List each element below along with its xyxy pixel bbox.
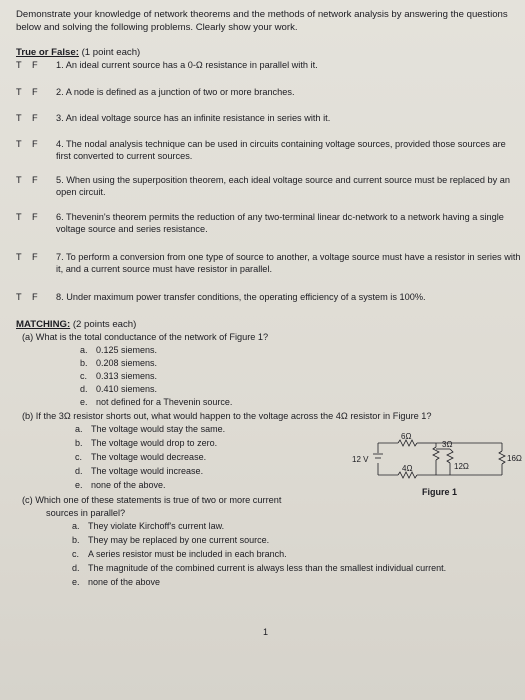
matching-question-c: (c) Which one of these statements is true of two or more current [22,495,282,505]
tf-choices[interactable]: T F [16,175,38,185]
label-r4: 4Ω [402,464,413,473]
option-c-a[interactable]: a. They violate Kirchoff's current law. [72,521,225,531]
page-number: 1 [263,627,269,637]
matching-question-a: (a) What is the total conductance of the network of Figure 1? [22,332,269,342]
tf-choices[interactable]: T F [16,113,38,123]
worksheet-page: Demonstrate your knowledge of network theorems and the methods of network analysis by answering the questions below and solving the following problems. Clearly show your work. True or False: (1 point each) T F 1. An ideal current source has a 0-Ω resistance in parallel with it. T F 2. A node is defined as a junction of two or more branches. T F 3. An ideal voltage source has an infinite resistance in series with it. T F 4. The nodal analysis technique can be used in circuits containing voltage sources, provided those sources are first converted to current sources. T F 5. When using the superposition theorem, each ideal voltage source and current source must be replaced by an open circuit. T F 6. Thevenin's theorem permits the reduction of any two-terminal linear dc-network to a network having a single voltage source and series resistance. T F 7. To perform a conversion from one type of source to another, a voltage source must have a resistor in series with it, and a current source must have resistor in parallel. T F 8. Under maximum power transfer conditions, the operating efficiency of a system is 100%. MATCHING: (2 points each) (a) What is the total conductance of the network of Figure 1? a. 0.125 siemens. b. 0.208 siemens. c. 0.313 siemens. d. 0.410 siemens. e. not defined for a Thevenin source. (b) If the 3Ω resistor shorts out, what would happen to the voltage across the 4Ω resistor in Figure 1? a. The voltage would stay the same. b. The voltage would drop to zero. c. The voltage would decrease. d. The voltage would increase. e. none of the above. (c) Which one of these statements is true of two or more current sources in parallel? a. They violate Kirchoff's current law. b. They may be replaced by one current source. c. A series resistor must be included in each branch. d. The magnitude of the combined current is always less than the smallest individual current. e. none of the above 12 V 6Ω 3Ω 16Ω 4Ω 12Ω Figure 1 1 [0,0,525,700]
option-c-d[interactable]: d. The magnitude of the combined current is always less than the smallest individual current. [72,563,447,573]
resistor-12-ohm [447,449,453,463]
tf-choices[interactable]: T F [16,60,38,70]
label-r5: 12Ω [454,462,469,471]
option-b-e[interactable]: e. none of the above. [75,480,166,490]
tf-choices[interactable]: T F [16,87,38,97]
matching-header: MATCHING: (2 points each) [16,319,137,330]
option-c-e[interactable]: e. none of the above [72,577,161,587]
option-b-b[interactable]: b. The voltage would drop to zero. [75,438,218,448]
option-b-c[interactable]: c. The voltage would decrease. [75,452,207,462]
option-a-e[interactable]: e. not defined for a Thevenin source. [80,397,233,407]
label-r1: 6Ω [401,432,412,441]
matching-question-b: (b) If the 3Ω resistor shorts out, what would happen to the voltage across the 4Ω resistor in Figure 1? [22,411,432,421]
label-r2: 3Ω [442,440,453,449]
option-a-c[interactable]: c. 0.313 siemens. [80,371,158,381]
circuit-figure-1 [350,432,522,485]
label-source: 12 V [352,455,369,464]
option-c-c[interactable]: c. A series resistor must be included in each branch. [72,549,287,559]
instructions: Demonstrate your knowledge of network theorems and the methods of network analysis by answering the questions below and solving the following problems. Clearly show your work. [16,9,508,33]
tf-choices[interactable]: T F [16,212,38,222]
figure-caption: Figure 1 [422,487,458,497]
option-c-b[interactable]: b. They may be replaced by one current source. [72,535,270,545]
option-a-b[interactable]: b. 0.208 siemens. [80,358,158,368]
circuit-wires [373,440,505,478]
option-a-d[interactable]: d. 0.410 siemens. [80,384,158,394]
option-a-a[interactable]: a. 0.125 siemens. [80,345,158,355]
matching-question-c-cont: sources in parallel? [46,508,126,518]
true-false-header: True or False: (1 point each) [16,47,141,58]
tf-choices[interactable]: T F [16,252,38,262]
label-r3: 16Ω [507,454,522,463]
resistor-16-ohm [499,451,505,464]
tf-choices[interactable]: T F [16,139,38,149]
option-b-a[interactable]: a. The voltage would stay the same. [75,424,226,434]
tf-choices[interactable]: T F [16,292,38,302]
option-b-d[interactable]: d. The voltage would increase. [75,466,204,476]
